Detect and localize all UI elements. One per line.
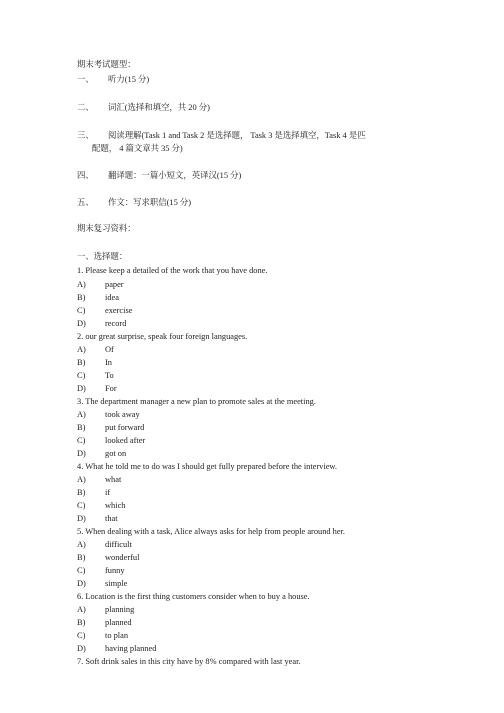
option-letter: C) (77, 436, 86, 445)
option-letter: A) (77, 540, 86, 549)
option-text: record (105, 319, 127, 328)
question-stem: 7. Soft drink sales in this city have by 8% compared with last year. (77, 657, 301, 666)
option-text: For (105, 384, 117, 393)
option-text: difficult (105, 540, 132, 549)
exam-type-text-continued: 配题， 4 篇文章共 35 分) (92, 144, 183, 153)
option-text: having planned (105, 644, 157, 653)
option-letter: A) (77, 345, 86, 354)
option-text: if (105, 488, 111, 497)
option-text: In (105, 358, 112, 367)
option-text: got on (105, 449, 127, 458)
option-text: to plan (105, 631, 129, 640)
exam-type-text: 作文：写求职信(15 分) (108, 198, 192, 207)
option-text: what (105, 475, 122, 484)
option-letter: D) (77, 449, 86, 458)
exam-type-text: 翻译题：一篇小短文，英译汉(15 分) (108, 171, 242, 180)
option-text: simple (105, 579, 128, 588)
option-letter: B) (77, 293, 86, 302)
option-letter: A) (77, 410, 86, 419)
exam-type-text: 阅读理解(Task 1 and Task 2 是选择题， Task 3 是选择填空，Task 4 是匹 (108, 131, 366, 140)
question-stem: 2. our great surprise, speak four foreign languages. (77, 332, 248, 341)
option-letter: B) (77, 423, 86, 432)
option-text: wonderful (105, 553, 140, 562)
option-text: Of (105, 345, 114, 354)
option-letter: C) (77, 371, 86, 380)
option-letter: C) (77, 631, 86, 640)
option-letter: A) (77, 475, 86, 484)
option-letter: C) (77, 566, 86, 575)
question-stem: 1. Please keep a detailed of the work that you have done. (77, 266, 268, 275)
option-text: which (105, 501, 126, 510)
option-text: funny (105, 566, 125, 575)
exam-type-text: 词汇(选择和填空，共 20 分) (108, 103, 210, 112)
question-stem: 6. Location is the first thing customers consider when to buy a house. (77, 592, 310, 601)
option-letter: D) (77, 514, 86, 523)
exam-type-num: 四、 (77, 171, 94, 180)
option-letter: C) (77, 306, 86, 315)
option-text: To (105, 371, 114, 380)
option-letter: D) (77, 319, 86, 328)
exam-type-num: 三、 (77, 131, 94, 140)
option-text: that (105, 514, 118, 523)
option-letter: A) (77, 280, 86, 289)
option-text: took away (105, 410, 140, 419)
exam-type-num: 五、 (77, 198, 94, 207)
option-letter: D) (77, 644, 86, 653)
option-letter: B) (77, 358, 86, 367)
option-text: planned (105, 618, 132, 627)
exam-type-text: 听力(15 分) (108, 75, 150, 84)
option-letter: B) (77, 618, 86, 627)
option-letter: A) (77, 605, 86, 614)
question-stem: 4. What he told me to do was I should get fully prepared before the interview. (77, 462, 338, 471)
exam-type-num: 一、 (77, 75, 94, 84)
option-letter: D) (77, 384, 86, 393)
option-letter: C) (77, 501, 86, 510)
exam-type-num: 二、 (77, 103, 94, 112)
option-letter: B) (77, 488, 86, 497)
section-title: 一、选择题： (77, 252, 128, 261)
question-stem: 3. The department manager a new plan to promote sales at the meeting. (77, 397, 316, 406)
option-text: planning (105, 605, 135, 614)
question-stem: 5. When dealing with a task, Alice always asks for help from people around her. (77, 527, 346, 536)
review-title: 期末复习资料： (77, 224, 136, 233)
option-text: paper (105, 280, 124, 289)
option-text: looked after (105, 436, 146, 445)
option-letter: B) (77, 553, 86, 562)
option-text: idea (105, 293, 119, 302)
exam-types-title: 期末考试题型： (77, 60, 136, 69)
option-letter: D) (77, 579, 86, 588)
option-text: exercise (105, 306, 133, 315)
option-text: put forward (105, 423, 145, 432)
